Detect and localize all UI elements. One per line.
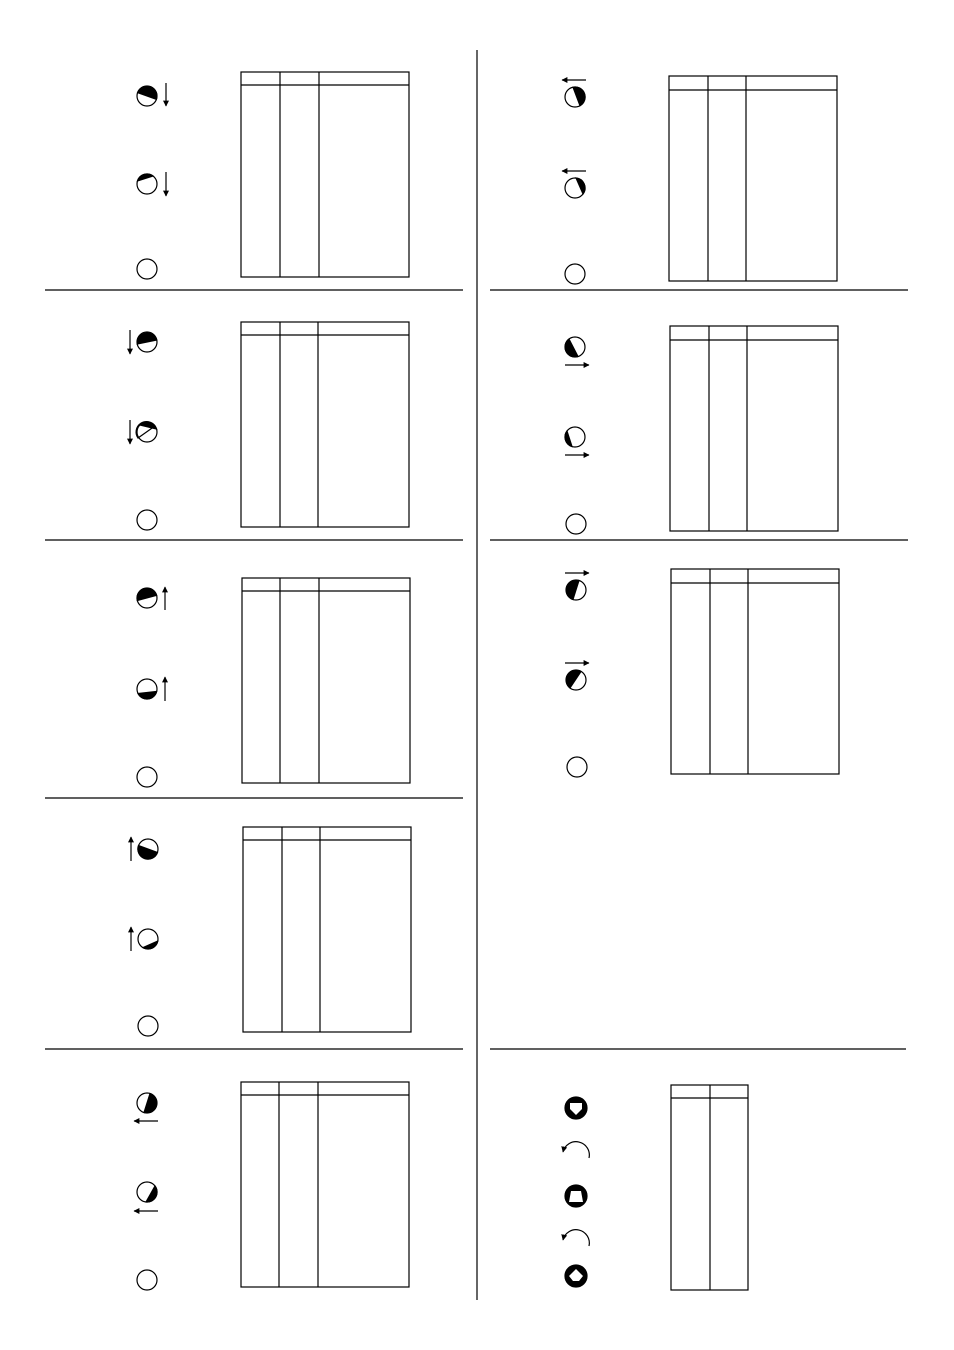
panel-left-1 (137, 72, 409, 279)
panel-left-3 (137, 578, 410, 787)
circle-shade-bottom-left-icon (130, 330, 157, 354)
spec-table (241, 72, 409, 277)
rotate-arrow-icon (563, 1230, 589, 1246)
panel-sequence (563, 1085, 748, 1290)
panel-right-1 (562, 76, 837, 284)
spec-table (671, 1085, 748, 1290)
circle-shade-left-icon (565, 663, 589, 690)
circle-shade-left-icon (565, 573, 589, 600)
circle-shade-bottom-right-icon (131, 927, 158, 951)
circle-shade-top-left-icon (137, 172, 166, 196)
circle-shade-right-icon (134, 1093, 158, 1121)
shape-diamond-in-circle-icon (565, 1265, 587, 1287)
panel-left-4 (131, 827, 411, 1036)
circle-shade-right-icon (134, 1182, 158, 1211)
circle-shade-bottom-left-icon (137, 677, 165, 701)
spec-table (669, 76, 837, 281)
page-rules (45, 50, 908, 1300)
blank-circle-icon (566, 514, 586, 534)
circle-shade-bottom-left-icon (130, 420, 157, 444)
blank-circle-icon (565, 264, 585, 284)
blank-circle-icon (138, 1016, 158, 1036)
blank-circle-icon (137, 767, 157, 787)
circle-shade-right-icon (562, 80, 586, 107)
spec-table (241, 322, 409, 527)
rotate-arrow-icon (563, 1142, 589, 1158)
spec-table (671, 569, 839, 774)
spec-table (670, 326, 838, 531)
circle-shade-left-icon (565, 337, 589, 365)
blank-circle-icon (567, 757, 587, 777)
panel-right-2 (565, 326, 838, 534)
circle-shade-bottom-left-icon (137, 587, 165, 610)
circle-shade-right-icon (562, 171, 586, 198)
blank-circle-icon (137, 510, 157, 530)
shape-trapezoid-in-circle-icon (565, 1185, 587, 1207)
blank-circle-icon (137, 259, 157, 279)
shape-square-in-circle-icon (565, 1097, 587, 1119)
circle-shade-bottom-right-icon (131, 837, 158, 861)
spec-table (241, 1082, 409, 1287)
panel-left-5 (134, 1082, 409, 1290)
circle-shade-top-left-icon (137, 83, 166, 106)
blank-circle-icon (137, 1270, 157, 1290)
spec-table (242, 578, 410, 783)
spec-table (243, 827, 411, 1032)
panel-right-3 (565, 569, 839, 777)
panel-left-2 (130, 322, 409, 530)
circle-shade-left-icon (565, 427, 589, 455)
